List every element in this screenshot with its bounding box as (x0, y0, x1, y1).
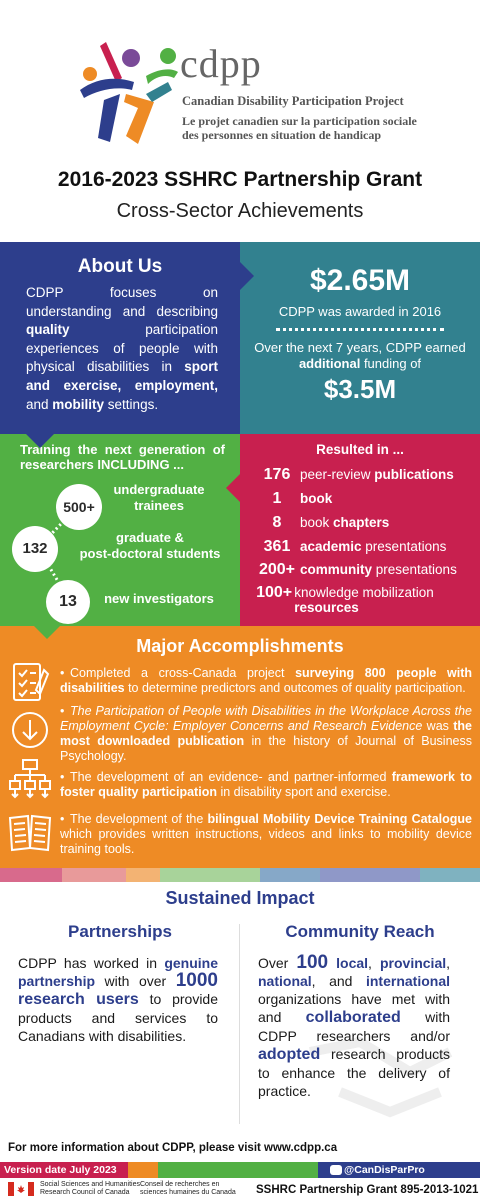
results-title: Resulted in ... (316, 442, 404, 457)
accomplishments-panel (0, 626, 480, 868)
accomplishment-text: to determine predictors and outcomes of quality participation. (124, 681, 466, 695)
accomplishment-text: Completed a cross-Canada project (70, 666, 296, 680)
accomplishment-item: • The development of an evidence- and partner-informed framework to foster quality participation in disability sport and exercise. (60, 770, 472, 799)
result-label (300, 466, 454, 482)
impact-text-bold: genuine partnership (18, 955, 218, 989)
label-line: trainees (134, 498, 184, 513)
impact-text: , (446, 955, 451, 971)
about-text-part: and (26, 396, 53, 412)
result-row (254, 538, 476, 556)
about-us-panel (0, 242, 240, 434)
about-text-part: participation experiences of people with physical disabilities in (26, 322, 218, 375)
result-text-bold: academic (300, 539, 362, 554)
stripe-segment (62, 868, 126, 882)
result-number: 361 (263, 538, 291, 555)
sshrc-line: Research Council of Canada (40, 1189, 130, 1196)
sshrc-line: Social Sciences and Humanities (40, 1181, 140, 1188)
funding-text-part: Over the next 7 years, CDPP earned (254, 340, 466, 355)
header (0, 0, 480, 240)
result-row (254, 584, 476, 615)
accomplishment-item: • Completed a cross-Canada project surveying 800 people with disabilities to determine predictors and outcomes of quality participation. (60, 666, 472, 695)
result-label (300, 538, 446, 554)
impact-text: with CDPP researchers and/or (258, 1009, 450, 1044)
result-number: 176 (263, 466, 291, 483)
brand-name: cdpp (180, 41, 262, 86)
label-line: graduate & (116, 530, 184, 545)
accomplishment-item: • The Participation of People with Disabilities in the Workplace Across the Employment Cycle: Employer Concerns and Research Evidence was the most downloaded publication in the history of Journal of Business Psychology. (60, 704, 472, 763)
sshrc-line: Conseil de recherches en (140, 1181, 220, 1188)
bar-segment (128, 1162, 158, 1178)
brand-french-name-line2: des personnes en situation de handicap (182, 128, 382, 142)
training-panel (0, 434, 240, 626)
arrow-notch (226, 474, 240, 502)
result-text-bold: publications (374, 467, 454, 482)
sustained-impact-panel (0, 882, 480, 1136)
about-us-text (26, 284, 218, 414)
about-text-bold: mobility (52, 396, 105, 412)
impact-text-bold: research users (18, 991, 139, 1008)
sshrc-english-name (40, 1181, 140, 1197)
page-title: 2016-2023 SSHRC Partnership Grant (57, 168, 423, 191)
more-info-link[interactable]: For more information about CDPP, please visit www.cdpp.ca (8, 1142, 338, 1154)
accomplishment-text-bold: surveying 800 people with disabilities (60, 666, 472, 695)
sshrc-line: sciences humaines du Canada (140, 1189, 236, 1196)
result-label (300, 514, 389, 530)
graduate-count-bubble: 132 (12, 526, 58, 572)
arrow-notch (240, 262, 254, 290)
result-row (254, 490, 476, 508)
impact-text: , (368, 955, 380, 971)
sustained-impact-title: Sustained Impact (165, 888, 315, 908)
stripe-segment (420, 868, 480, 882)
result-row (254, 466, 476, 484)
graduate-label (64, 530, 236, 562)
results-panel (240, 434, 480, 626)
version-date: Version date July 2023 (4, 1164, 117, 1176)
partnerships-title: Partnerships (68, 922, 172, 941)
result-label (300, 561, 457, 577)
impact-text: , and (311, 973, 366, 989)
accomplishment-text: in the history of Journal of Business Psychology. (60, 734, 472, 763)
download-icon (8, 708, 52, 752)
impact-text: with over (95, 973, 176, 989)
accomplishments-title: Major Accomplishments (136, 636, 344, 656)
initial-funding-amount: $2.65M (309, 264, 411, 297)
training-title: Training the next generation of researchers INCLUDING ... (20, 442, 225, 472)
impact-big-number: 1000 (175, 970, 218, 991)
label-line: post-doctoral students (79, 546, 221, 561)
publication-title: The Participation of People with Disabilities in the Workplace Across the Employment Cycle: Employer Concerns and Research Evidence (60, 704, 472, 733)
column-divider (239, 924, 240, 1124)
footer (0, 1136, 480, 1200)
color-stripe (0, 868, 480, 882)
bar-segment (158, 1162, 318, 1178)
accomplishment-text: was (422, 719, 454, 733)
stripe-segment (126, 868, 160, 882)
additional-funding-amount: $3.5M (323, 374, 397, 404)
investigators-count-bubble: 13 (46, 580, 90, 624)
accomplishment-text-bold: framework to foster quality participation (60, 770, 472, 799)
result-text: book (300, 515, 334, 530)
about-text-part: settings. (104, 396, 159, 412)
impact-text-bold: adopted (258, 1046, 321, 1063)
result-number: 8 (272, 514, 282, 531)
grant-number: SSHRC Partnership Grant 895-2013-1021 (256, 1184, 479, 1196)
result-text-bold: community (300, 562, 373, 577)
survey-checklist-icon (8, 660, 52, 704)
impact-text-bold: provincial (379, 955, 447, 971)
stripe-segment (0, 868, 62, 882)
accomplishment-text: which provides written instructions, videos and links to mobility device training tools. (60, 827, 472, 856)
stripe-segment (260, 868, 320, 882)
result-text-bold: chapters (333, 515, 390, 530)
canada-flag-icon (8, 1182, 34, 1196)
result-number: 100+ (256, 584, 293, 601)
result-number: 1 (272, 490, 282, 507)
twitter-icon (330, 1165, 342, 1175)
result-text: presentations (361, 539, 447, 554)
impact-text-bold: international (365, 973, 450, 989)
cdpp-logo-icon (76, 38, 180, 148)
result-row (254, 561, 476, 579)
investigators-label: new investigators (104, 591, 214, 606)
result-row (254, 514, 476, 532)
result-text-bold: resources (294, 600, 359, 615)
additional-funding-text (240, 340, 480, 372)
page-subtitle: Cross-Sector Achievements (116, 200, 364, 222)
funding-text-bold: additional (298, 356, 361, 371)
accomplishment-text: in disability sport and exercise. (216, 785, 391, 799)
result-text: peer-review (300, 467, 375, 482)
label-line: undergraduate (113, 482, 205, 497)
stripe-segment (320, 868, 420, 882)
dotted-divider (276, 328, 444, 331)
impact-text: CDPP has worked in (18, 955, 165, 971)
twitter-handle-link[interactable]: @CanDisParPro (344, 1164, 425, 1176)
result-label (294, 584, 476, 615)
about-us-title: About Us (77, 256, 163, 277)
community-reach-title: Community Reach (285, 922, 435, 941)
result-text-bold: book (300, 491, 333, 506)
open-book-icon (8, 810, 52, 854)
impact-text: organizations have met with and (258, 991, 450, 1025)
about-text-part: CDPP focuses on understanding and describing (26, 285, 218, 319)
undergrad-label (104, 482, 214, 514)
impact-text-bold: collaborated (305, 1009, 401, 1026)
accomplishment-text: The development of an evidence- and partner-informed (70, 770, 392, 784)
accomplishment-text-bold: the most downloaded publication (60, 719, 472, 748)
result-text: knowledge mobilization (294, 585, 434, 600)
funding-panel (240, 242, 480, 434)
arrow-notch (26, 434, 54, 448)
arrow-notch (34, 626, 60, 639)
impact-text: research products to enhance the delivery of practice. (258, 1046, 450, 1099)
about-text-bold: quality (26, 322, 70, 338)
community-reach-text (258, 954, 450, 1100)
accomplishment-text-bold: bilingual Mobility Device Training Catalogue (207, 812, 472, 826)
impact-big-number: 100 (296, 952, 329, 973)
undergrad-count-bubble: 500+ (56, 484, 102, 530)
impact-text: to provide products and services to Canadians with disabilities. (18, 991, 218, 1044)
result-text: presentations (372, 562, 457, 577)
initial-funding-text: CDPP was awarded in 2016 (278, 304, 442, 319)
result-label (300, 490, 332, 506)
stripe-segment (160, 868, 260, 882)
impact-text: Over (258, 955, 297, 971)
impact-text-bold: local (328, 955, 369, 971)
brand-french-name-line1: Le projet canadien sur la participation sociale (182, 114, 417, 128)
about-text-bold: sport and exercise, employment, (26, 359, 218, 393)
sshrc-french-name (140, 1181, 236, 1197)
brand-english-name: Canadian Disability Participation Project (182, 94, 404, 108)
funding-text-part: funding of (360, 356, 422, 371)
accomplishment-item: • The development of the bilingual Mobility Device Training Catalogue which provides written instructions, videos and links to mobility device training tools. (60, 812, 472, 856)
impact-text-bold: national (258, 973, 312, 989)
partnerships-text (18, 954, 218, 1045)
result-number: 200+ (258, 561, 296, 578)
accomplishment-text: The development of the (70, 812, 208, 826)
flowchart-icon (8, 758, 52, 802)
